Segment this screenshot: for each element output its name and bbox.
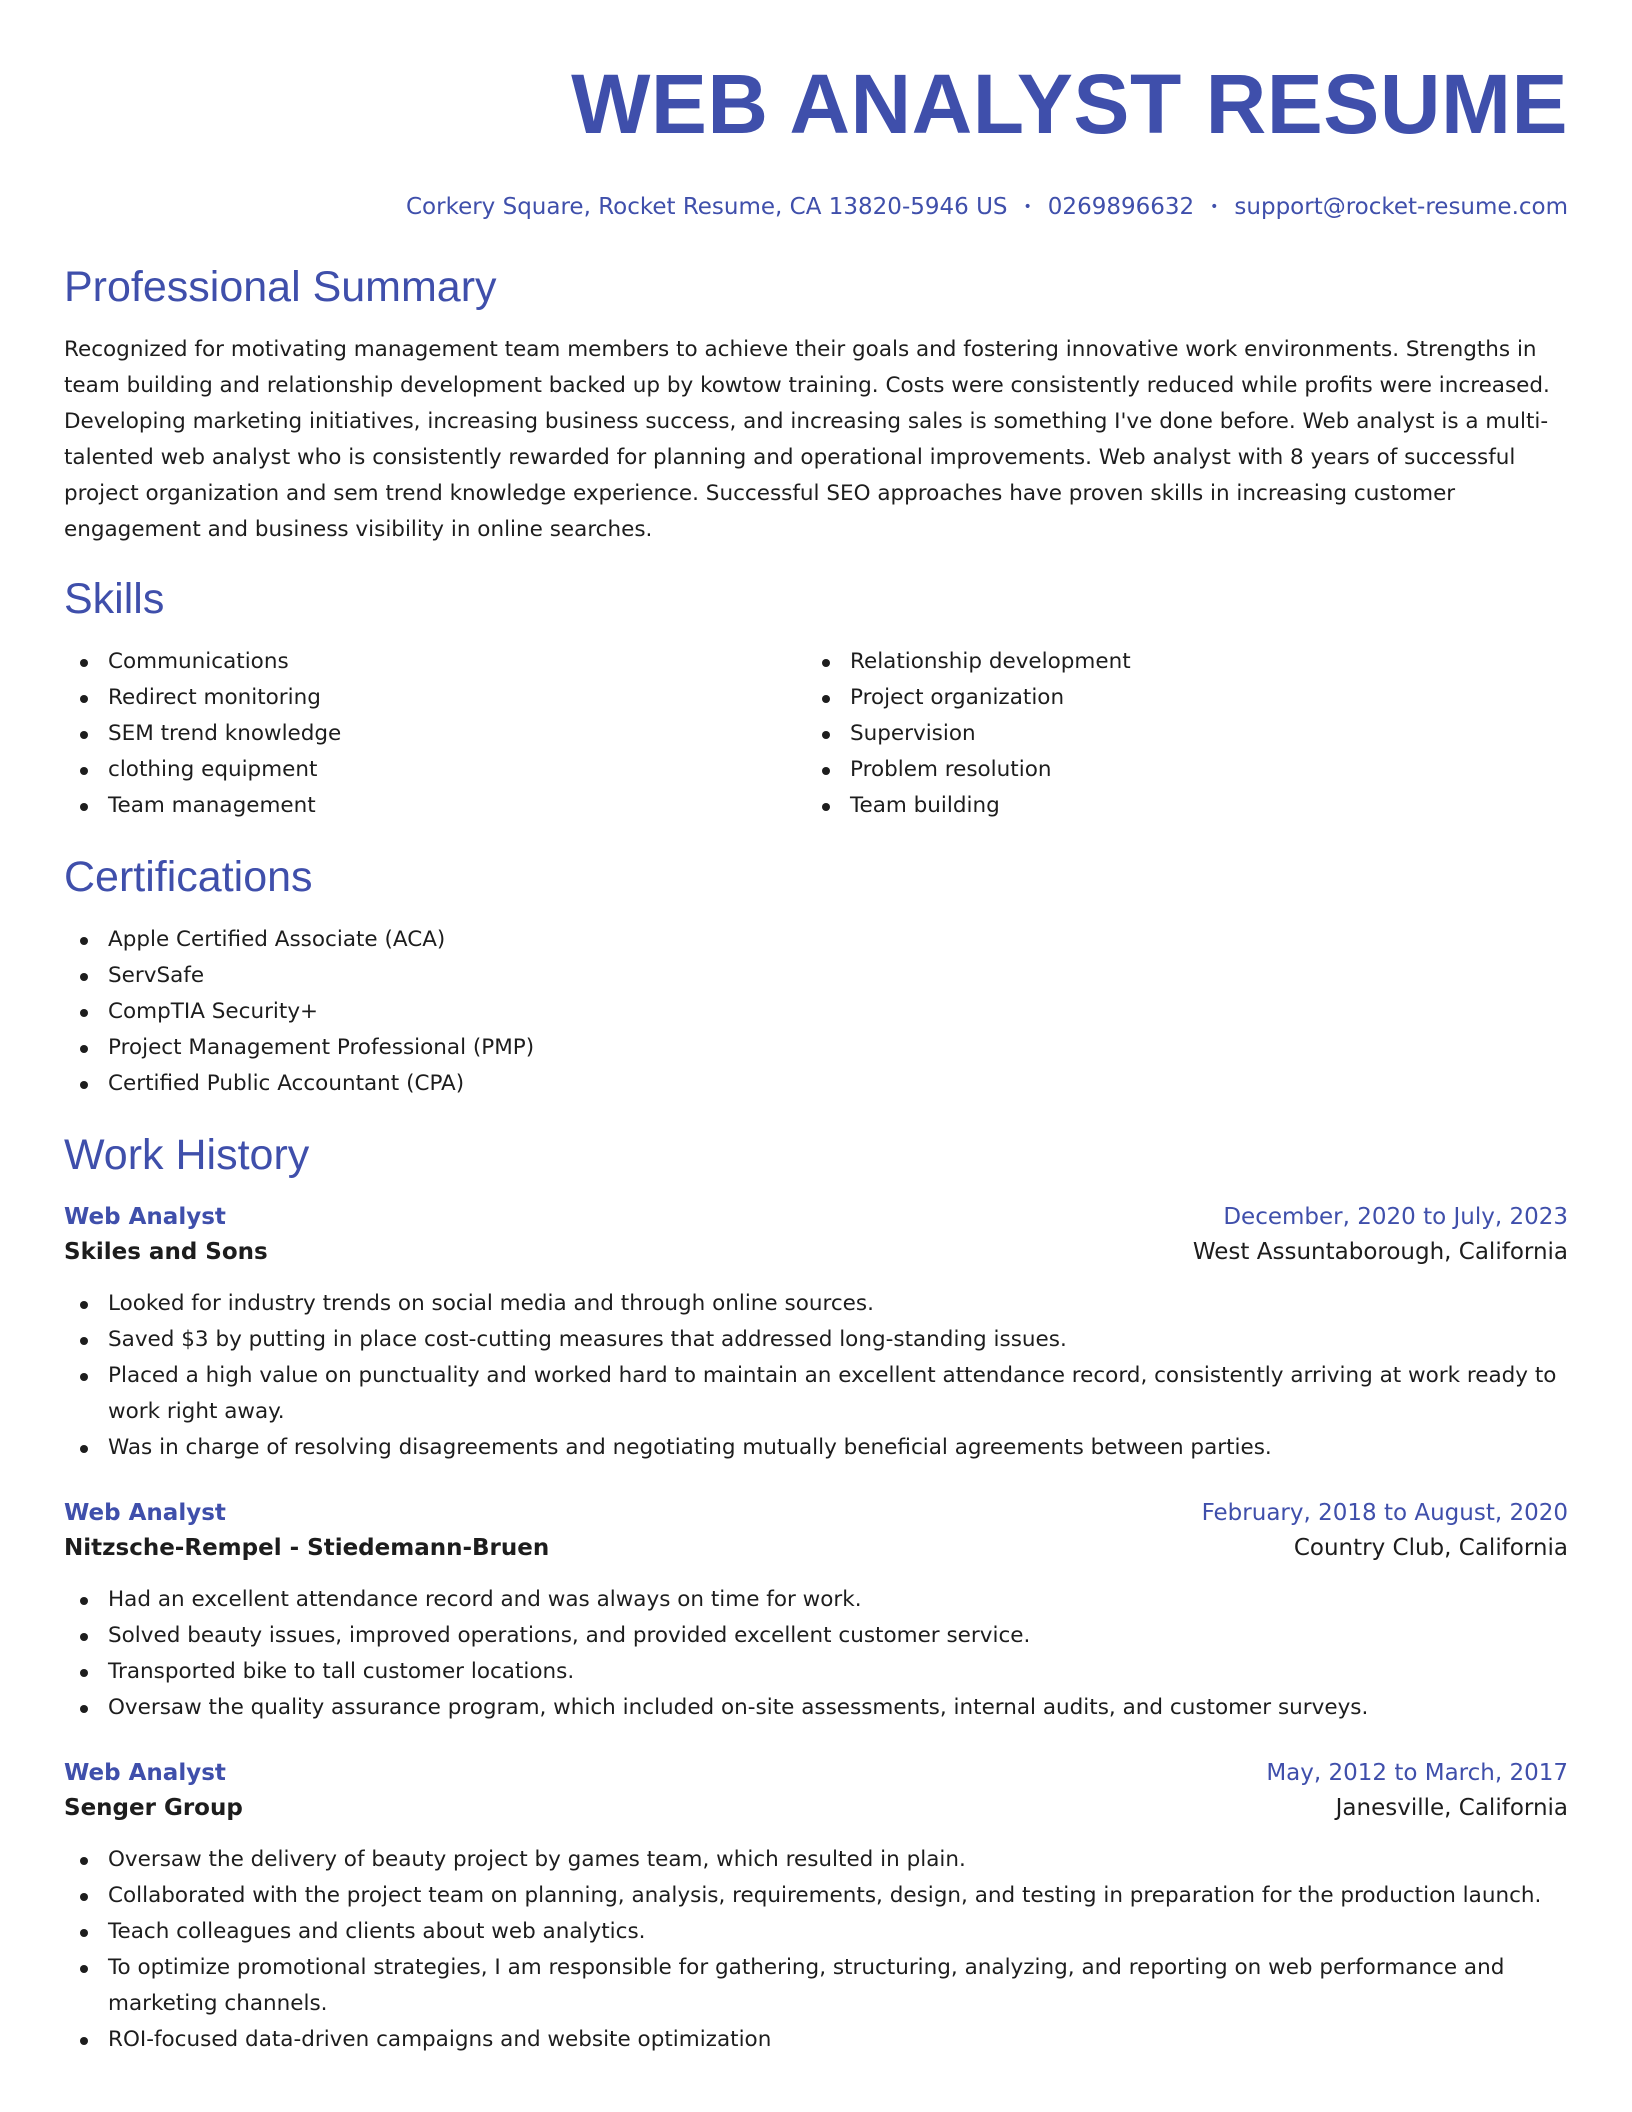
job-duties (64, 1286, 1568, 1466)
summary-heading: Professional Summary (64, 263, 497, 311)
job-location: Janesville, California (1335, 1795, 1568, 1821)
job-entry (64, 1200, 1568, 1466)
contact-line (64, 192, 1568, 222)
skill-item: Team management (64, 788, 806, 824)
contact-separator: • (1023, 199, 1032, 215)
job-duty: ROI-focused data-driven campaigns and website optimization (64, 2022, 1568, 2058)
skills-column-left (64, 644, 806, 824)
summary-text: Recognized for motivating management team members to achieve their goals and fostering innovative work environments. Strengths in team building and relationship development backed up by kowtow training. Costs were consistently reduced while profits were increased. Developing marketing initiatives, increasing business success, and increasing sales is something I've done before. Web analyst is a multi-talented web analyst who is consistently rewarded for planning and operational improvements. Web analyst with 8 years of successful project organization and sem trend knowledge experience. Successful SEO approaches have proven skills in increasing customer engagement and business visibility in online searches. (64, 337, 1550, 542)
certification-item: Project Management Professional (PMP) (64, 1030, 1568, 1066)
skills-grid (64, 644, 1568, 824)
job-duty: Teach colleagues and clients about web analytics. (64, 1914, 1568, 1950)
job-subheader (64, 1234, 1568, 1270)
job-duty: Oversaw the delivery of beauty project by games team, which resulted in plain. (64, 1842, 1568, 1878)
skill-item: Problem resolution (806, 752, 1548, 788)
certification-item: Certified Public Accountant (CPA) (64, 1066, 1568, 1102)
skill-item: clothing equipment (64, 752, 806, 788)
job-duty: Collaborated with the project team on planning, analysis, requirements, design, and testing in preparation for the production launch. (64, 1878, 1568, 1914)
certification-item: Apple Certified Associate (ACA) (64, 922, 1568, 958)
job-header (64, 1200, 1568, 1234)
skill-item: SEM trend knowledge (64, 716, 806, 752)
job-dates: February, 2018 to August, 2020 (1201, 1500, 1568, 1526)
job-dates: December, 2020 to July, 2023 (1223, 1204, 1568, 1230)
skills-list-right (806, 644, 1548, 824)
contact-separator: • (1210, 199, 1219, 215)
job-role: Web Analyst (64, 1760, 226, 1786)
job-location: Country Club, California (1293, 1535, 1568, 1561)
job-duty: Oversaw the quality assurance program, which included on-site assessments, internal audits, and customer surveys. (64, 1690, 1568, 1726)
skill-item: Relationship development (806, 644, 1548, 680)
contact-address: Corkery Square, Rocket Resume, CA 13820-5946 US (405, 194, 1008, 220)
skill-item: Team building (806, 788, 1548, 824)
job-dates: May, 2012 to March, 2017 (1266, 1760, 1568, 1786)
job-header (64, 1756, 1568, 1790)
job-duty: Was in charge of resolving disagreements and negotiating mutually beneficial agreements between parties. (64, 1430, 1568, 1466)
job-company: Skiles and Sons (64, 1239, 268, 1265)
job-role: Web Analyst (64, 1204, 226, 1230)
job-header (64, 1496, 1568, 1530)
contact-email[interactable]: support@rocket-resume.com (1234, 194, 1568, 220)
skill-item: Supervision (806, 716, 1548, 752)
job-subheader (64, 1530, 1568, 1566)
job-duties (64, 1582, 1568, 1726)
job-duty: Had an excellent attendance record and was always on time for work. (64, 1582, 1568, 1618)
job-duties (64, 1842, 1568, 2058)
job-company: Senger Group (64, 1795, 243, 1821)
skills-list-left (64, 644, 806, 824)
resume-title: WEB ANALYST RESUME (571, 57, 1568, 151)
contact-phone: 0269896632 (1047, 194, 1195, 220)
job-duty: To optimize promotional strategies, I am responsible for gathering, structuring, analyzing, and reporting on web performance and marketing channels. (64, 1950, 1568, 2022)
certifications-heading: Certifications (64, 853, 313, 901)
job-duty: Looked for industry trends on social media and through online sources. (64, 1286, 1568, 1322)
job-entry (64, 1496, 1568, 1726)
certification-item: ServSafe (64, 958, 1568, 994)
skill-item: Project organization (806, 680, 1548, 716)
job-duty: Placed a high value on punctuality and worked hard to maintain an excellent attendance record, consistently arriving at work ready to work right away. (64, 1358, 1568, 1430)
job-role: Web Analyst (64, 1500, 226, 1526)
job-location: West Assuntaborough, California (1192, 1239, 1568, 1265)
job-company: Nitzsche-Rempel - Stiedemann-Bruen (64, 1535, 550, 1561)
skill-item: Redirect monitoring (64, 680, 806, 716)
skills-column-right (806, 644, 1548, 824)
job-duty: Solved beauty issues, improved operations, and provided excellent customer service. (64, 1618, 1568, 1654)
resume-header (64, 0, 1568, 222)
skills-heading: Skills (64, 575, 165, 623)
job-duty: Saved $3 by putting in place cost-cutting measures that addressed long-standing issues. (64, 1322, 1568, 1358)
work-history-heading: Work History (64, 1131, 310, 1179)
job-subheader (64, 1790, 1568, 1826)
skill-item: Communications (64, 644, 806, 680)
certification-item: CompTIA Security+ (64, 994, 1568, 1030)
job-entry (64, 1756, 1568, 2058)
job-duty: Transported bike to tall customer locations. (64, 1654, 1568, 1690)
certifications-list (64, 922, 1568, 1102)
